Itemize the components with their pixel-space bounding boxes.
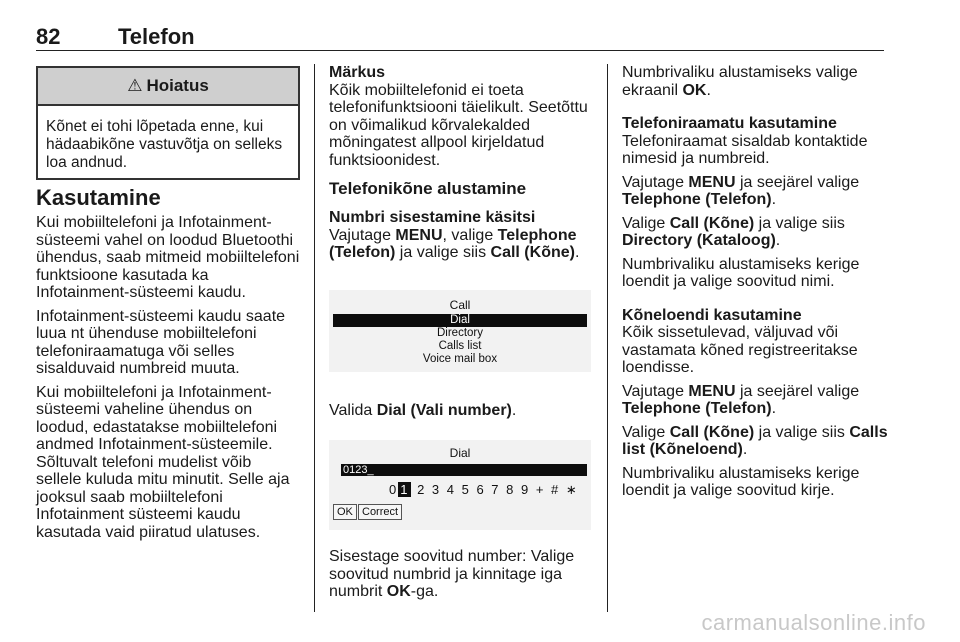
subheading: Numbri sisestamine käsitsi: [329, 209, 536, 226]
paragraph: Valida Dial (Vali number).: [329, 402, 517, 419]
warning-title: Hoiatus: [146, 76, 209, 95]
paragraph: Kui mobiiltelefoni ja Infotainment-süsteemi vahel on loodud Bluetoothi ühendus, saab mitmeid mobiiltelefoni funktsioone kasutada ka Infotainment-süsteemi kaudu.: [36, 214, 300, 301]
digit-selector: 0 1 2 3 4 5 6 7 8 9 + # ∗: [389, 482, 579, 497]
paragraph: Vajutage MENU ja seejärel valige Telephone (Telefon).: [622, 173, 860, 208]
warning-header: [38, 68, 298, 106]
paragraph: Numbrivaliku alustamiseks valige ekraanil OK.: [622, 64, 858, 99]
paragraph: Numbrivaliku alustamiseks kerige loendit ja valige soovitud nimi.: [622, 255, 860, 290]
section-heading: Kasutamine: [36, 185, 161, 210]
display-title: Call: [449, 298, 471, 312]
column-3: [622, 64, 888, 506]
paragraph: Kõik sissetulevad, väljuvad või vastamata kõned registreeritakse loendisse.: [622, 324, 858, 376]
menu-item: Calls list: [438, 340, 482, 352]
digit-highlighted: 1: [400, 482, 410, 497]
column-2: [329, 64, 591, 268]
paragraph: Kui mobiiltelefoni ja Infotainment-süsteemi vaheline ühendus on loodud, edastatakse mobiiltelefoni andmed Infotainment-süsteemile. Sõltuvalt telefoni mudelist võib sellele kuluda mitu minutit. Selle aja jooksul saab mobiiltelefoni Infotainment süsteemi kaudu kasutada vaid piiratud ulatuses.: [36, 383, 290, 541]
section-title: Telefon: [118, 24, 195, 49]
dial-display: [329, 440, 591, 530]
paragraph: Valige Call (Kõne) ja valige siis Directory (Kataloog).: [622, 214, 845, 249]
paragraph: Vajutage MENU, valige Telephone (Telefon) ja valige siis Call (Kõne).: [329, 226, 580, 261]
header-rule: [36, 50, 884, 51]
paragraph: Valige Call (Kõne) ja valige siis Calls list (Kõneloend).: [622, 423, 888, 458]
warning-box: [36, 66, 300, 180]
number-entry-field: 0123_: [341, 464, 587, 476]
warning-triangle-icon: ⚠: [127, 76, 143, 95]
paragraph: Sisestage soovitud number: Valige soovitud numbrid ja kinnitage iga numbrit OK-ga.: [329, 548, 575, 600]
paragraph: Numbrivaliku alustamiseks kerige loendit ja valige soovitud kirje.: [622, 464, 860, 499]
column-1: [36, 186, 300, 547]
menu-item-selected: Dial: [333, 314, 587, 327]
watermark: carmanualsonline.info: [701, 610, 926, 635]
subheading: Kõneloendi kasutamine: [622, 306, 802, 324]
correct-button: Correct: [358, 504, 402, 520]
menu-item: Directory: [436, 327, 483, 339]
note-text: Kõik mobiiltelefonid ei toeta telefonifunktsiooni täielikult. Seetõttu on võimalikud kõrvalekalded mõningatest allpool kirjeldatud funktsioonidest.: [329, 81, 588, 169]
menu-item: Voice mail box: [422, 353, 498, 365]
subheading: Telefoniraamatu kasutamine: [622, 115, 837, 132]
paragraph: Infotainment-süsteemi kaudu saate luua nt ühenduse mobiiltelefoni telefoniraamatuga või selles sisalduvaid numbreid muuta.: [36, 307, 286, 377]
column-divider: [607, 64, 608, 612]
display-title: Dial: [449, 446, 471, 460]
paragraph: Telefoniraamat sisaldab kontaktide nimesid ja numbreid.: [622, 132, 868, 167]
note-title: Märkus: [329, 64, 386, 81]
warning-text: Kõnet ei tohi lõpetada enne, kui hädaabikõne vastuvõtja on selleks loa andnud.: [46, 118, 283, 171]
call-menu-display: [329, 290, 591, 372]
section-heading: Telefonikõne alustamine: [329, 179, 527, 198]
ok-button: OK: [333, 504, 357, 520]
paragraph: Vajutage MENU ja seejärel valige Telephone (Telefon).: [622, 382, 860, 417]
column-divider: [314, 64, 315, 612]
page-number: 82: [36, 24, 61, 49]
